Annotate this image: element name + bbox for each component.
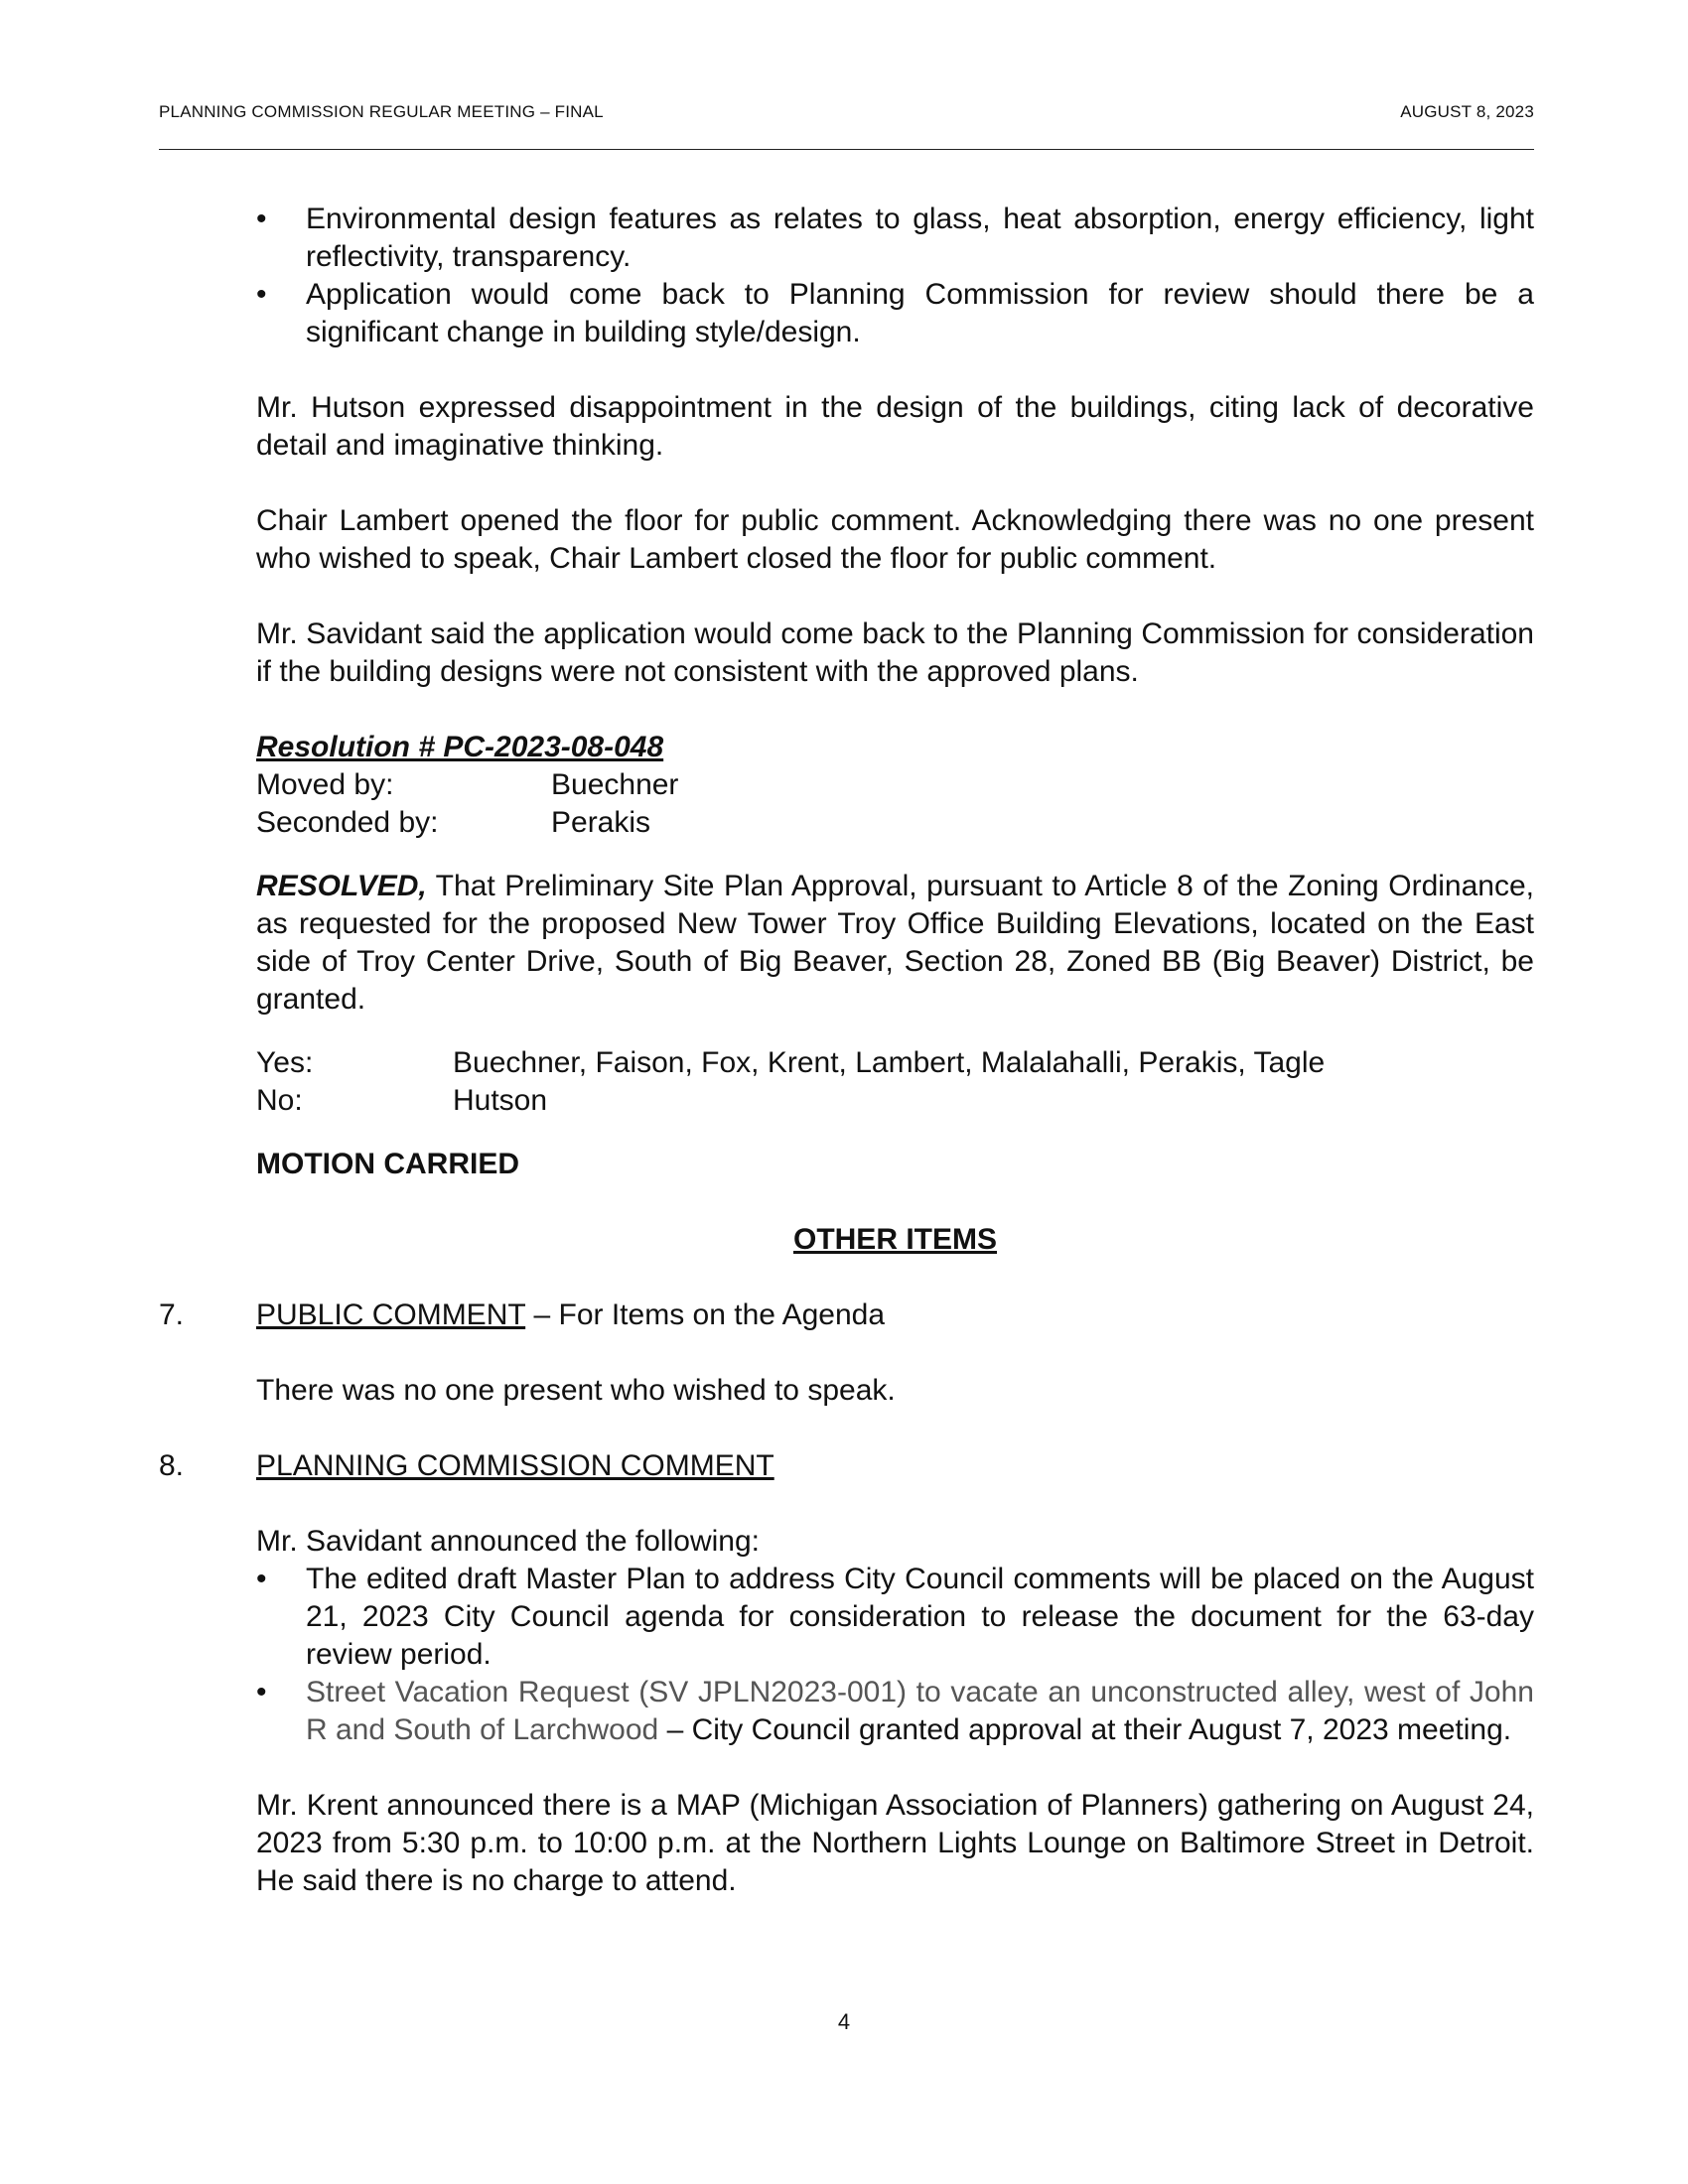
item-7-text: There was no one present who wished to speak. bbox=[256, 1374, 896, 1407]
krent-paragraph: Mr. Krent announced there is a MAP (Michigan Association of Planners) gathering on August 24, 2023 from 5:30 p.m. to 10:00 p.m. at the Northern Lights Lounge on Baltimore Street in Detroit. He said there is no charge to attend. bbox=[256, 1789, 1534, 1897]
item-8-title: PLANNING COMMISSION COMMENT bbox=[256, 1449, 774, 1482]
moved-by-label: Moved by: bbox=[256, 768, 394, 801]
vote-yes-label: Yes: bbox=[256, 1046, 314, 1079]
list-item bbox=[256, 1674, 1534, 1749]
moved-by-row bbox=[256, 766, 1534, 804]
public-comment-paragraph: Chair Lambert opened the floor for public comment. Acknowledging there was no one present who wished to speak, Chair Lambert closed the floor for public comment. bbox=[256, 504, 1534, 575]
list-item: • Application would come back to Planning Commission for review should there be a significant change in building style/design. bbox=[256, 276, 1534, 351]
header-title: PLANNING COMMISSION REGULAR MEETING – FINAL bbox=[159, 102, 604, 121]
page-number: 4 bbox=[837, 2009, 851, 2034]
moved-by-value: Buechner bbox=[551, 768, 679, 801]
item-7-title: PUBLIC COMMENT bbox=[256, 1298, 526, 1331]
other-items-heading: OTHER ITEMS bbox=[792, 1223, 997, 1256]
hutson-paragraph: Mr. Hutson expressed disappointment in the design of the buildings, citing lack of decorative detail and imaginative thinking. bbox=[256, 391, 1534, 462]
seconded-by-value: Perakis bbox=[551, 806, 651, 839]
vote-no-label: No: bbox=[256, 1084, 303, 1117]
item-7-number: 7. bbox=[159, 1298, 185, 1331]
seconded-by-label: Seconded by: bbox=[256, 806, 439, 839]
seconded-by-row bbox=[256, 804, 1534, 842]
item-7-heading bbox=[159, 1297, 1534, 1334]
list-item: • Environmental design features as relates to glass, heat absorption, energy efficiency, light reflectivity, transparency. bbox=[256, 201, 1534, 276]
resolution-title: Resolution # PC-2023-08-048 bbox=[256, 731, 664, 763]
vote-no-row bbox=[256, 1082, 1534, 1120]
resolved-text: That Preliminary Site Plan Approval, pursuant to Article 8 of the Zoning Ordinance, as requested for the proposed New Tower Troy Office Building Elevations, located on the East side of Troy Center Drive, South of Big Beaver, Section 28, Zoned BB (Big Beaver) District, be granted. bbox=[256, 870, 1534, 1016]
item-8-intro: Mr. Savidant announced the following: bbox=[256, 1525, 760, 1558]
resolved-label: RESOLVED, bbox=[256, 870, 427, 902]
savidant-paragraph: Mr. Savidant said the application would come back to the Planning Commission for consideration if the building designs were not consistent with the approved plans. bbox=[256, 617, 1534, 688]
header-date: AUGUST 8, 2023 bbox=[1400, 102, 1534, 121]
document-body bbox=[159, 201, 1534, 1900]
item-7-suffix: – For Items on the Agenda bbox=[525, 1298, 886, 1331]
street-vacation-outcome: – City Council granted approval at their August 7, 2023 meeting. bbox=[658, 1713, 1512, 1746]
resolved-paragraph bbox=[256, 868, 1534, 1019]
header-rule bbox=[159, 149, 1534, 150]
item-8-number: 8. bbox=[159, 1449, 185, 1482]
vote-yes-row bbox=[256, 1044, 1534, 1082]
vote-yes-value: Buechner, Faison, Fox, Krent, Lambert, Malalahalli, Perakis, Tagle bbox=[453, 1046, 1326, 1079]
list-item: • The edited draft Master Plan to address City Council comments will be placed on the August 21, 2023 City Council agenda for consideration to release the document for the 63-day review period. bbox=[256, 1561, 1534, 1674]
street-vacation-text: Street Vacation Request (SV JPLN2023-001) to vacate an unconstructed alley, west of John R and South of Larchwood bbox=[306, 1676, 1534, 1746]
announcements-list bbox=[256, 1561, 1534, 1749]
motion-outcome: MOTION CARRIED bbox=[256, 1148, 519, 1180]
design-conditions-list bbox=[256, 201, 1534, 351]
item-8-heading bbox=[159, 1447, 1534, 1485]
vote-no-value: Hutson bbox=[453, 1084, 548, 1117]
